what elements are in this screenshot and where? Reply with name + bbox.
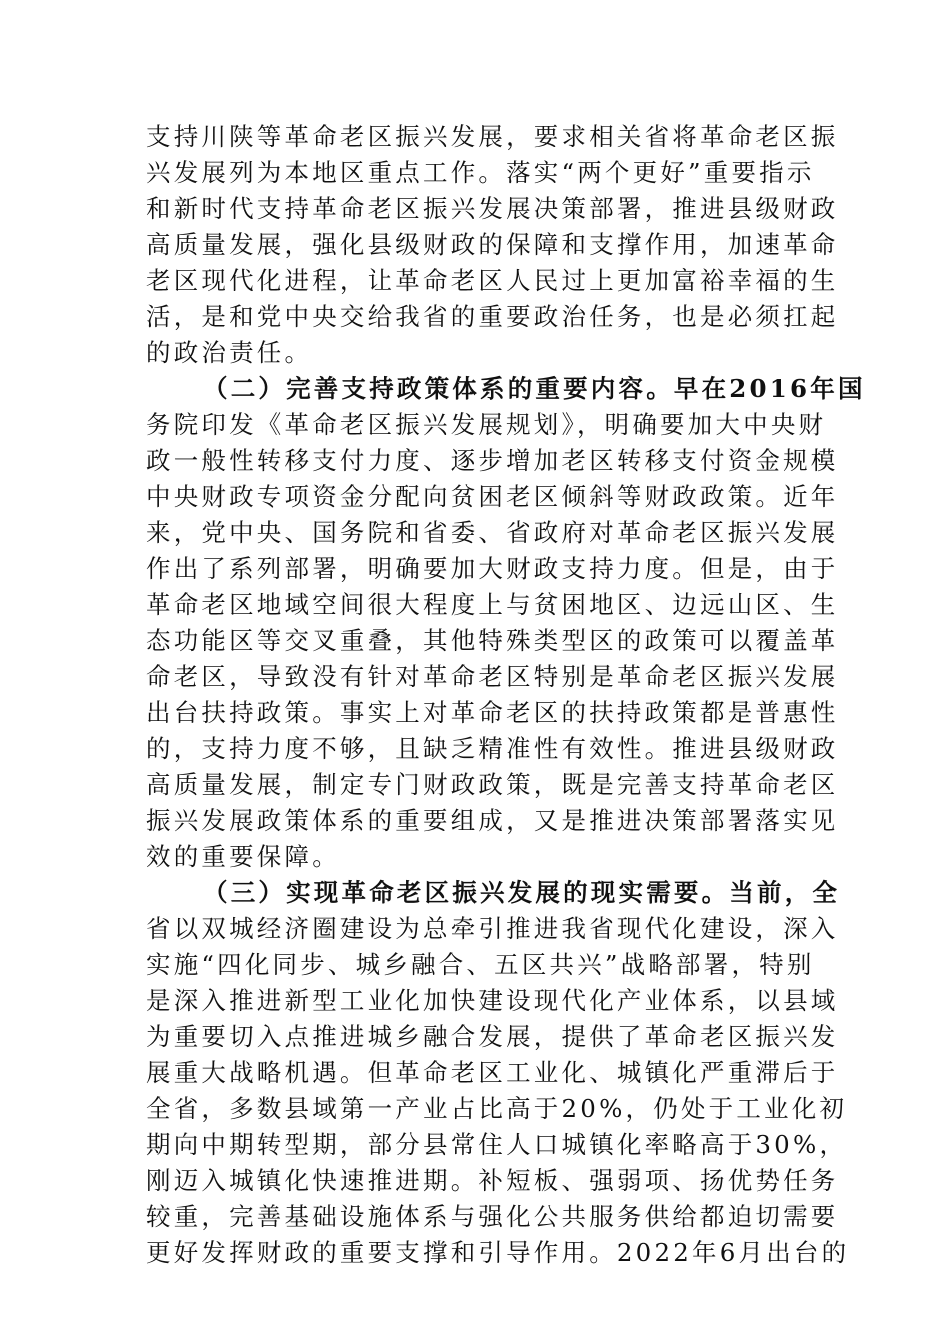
text-line: 高质量发展，强化县级财政的保障和支撑作用，加速革命	[146, 230, 839, 259]
section-heading-3: （三）实现革命老区振兴发展的现实需要。当前，全	[203, 878, 841, 907]
text-line: 展重大战略机遇。但革命老区工业化、城镇化严重滞后于	[146, 1058, 839, 1087]
text-line: 活，是和党中央交给我省的重要政治任务，也是必须扛起	[146, 302, 839, 331]
text-line: 较重，完善基础设施体系与强化公共服务供给都迫切需要	[146, 1202, 839, 1231]
text-line: 更好发挥财政的重要支撑和引导作用。2022年6月出台的	[146, 1238, 850, 1267]
text-line: 革命老区地域空间很大程度上与贫困地区、边远山区、生	[146, 590, 839, 619]
text-line: 和新时代支持革命老区振兴发展决策部署，推进县级财政	[146, 194, 839, 223]
text-line: 老区现代化进程，让革命老区人民过上更加富裕幸福的生	[146, 266, 839, 295]
text-line: 支持川陕等革命老区振兴发展，要求相关省将革命老区振	[146, 122, 839, 151]
text-line: 出台扶持政策。事实上对革命老区的扶持政策都是普惠性	[146, 698, 839, 727]
text-line: 来，党中央、国务院和省委、省政府对革命老区振兴发展	[146, 518, 839, 547]
section-heading-2: （二）完善支持政策体系的重要内容。早在2016年国	[203, 374, 866, 403]
text-line: 省以双城经济圈建设为总牵引推进我省现代化建设，深入	[146, 914, 839, 943]
text-line: 兴发展列为本地区重点工作。落实“两个更好”重要指示	[146, 158, 815, 187]
text-line: 刚迈入城镇化快速推进期。补短板、强弱项、扬优势任务	[146, 1166, 839, 1195]
text-line: 实施“四化同步、城乡融合、五区共兴”战略部署，特别	[146, 950, 815, 979]
text-line: 为重要切入点推进城乡融合发展，提供了革命老区振兴发	[146, 1022, 839, 1051]
text-line: 高质量发展，制定专门财政政策，既是完善支持革命老区	[146, 770, 839, 799]
text-line: 政一般性转移支付力度、逐步增加老区转移支付资金规模	[146, 446, 839, 475]
text-line: 全省，多数县域第一产业占比高于20%，仍处于工业化初	[146, 1094, 848, 1123]
text-line: 的，支持力度不够，且缺乏精准性有效性。推进县级财政	[146, 734, 839, 763]
text-line: 作出了系列部署，明确要加大财政支持力度。但是，由于	[146, 554, 839, 583]
text-line: 务院印发《革命老区振兴发展规划》，明确要加大中央财	[146, 410, 827, 439]
text-line: 效的重要保障。	[146, 842, 340, 871]
text-line: 期向中期转型期，部分县常住人口城镇化率略高于30%，	[146, 1130, 848, 1159]
text-line: 态功能区等交叉重叠，其他特殊类型区的政策可以覆盖革	[146, 626, 839, 655]
text-line: 命老区，导致没有针对革命老区特别是革命老区振兴发展	[146, 662, 839, 691]
text-line: 的政治责任。	[146, 338, 313, 367]
text-line: 振兴发展政策体系的重要组成，又是推进决策部署落实见	[146, 806, 839, 835]
text-line: 中央财政专项资金分配向贫困老区倾斜等财政政策。近年	[146, 482, 839, 511]
text-line: 是深入推进新型工业化加快建设现代化产业体系，以县域	[146, 986, 839, 1015]
